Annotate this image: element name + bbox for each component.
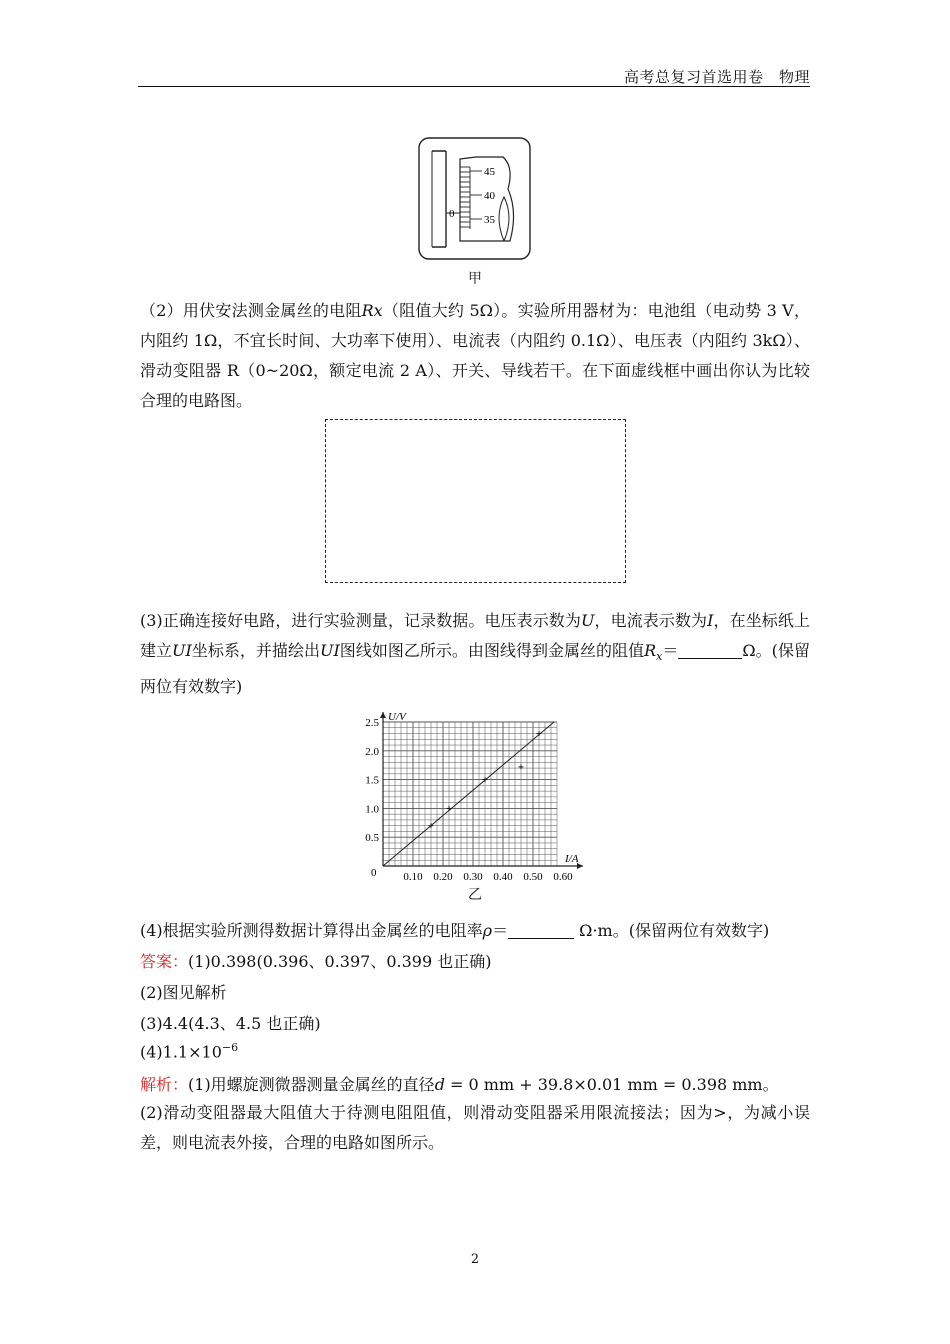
answer-4: (4)1.1×10	[140, 1042, 222, 1062]
analysis-d: d	[434, 1075, 445, 1094]
data-point	[519, 764, 524, 769]
q3-i: I	[707, 611, 714, 630]
answer-label: 答案：	[140, 952, 189, 971]
x-tick-label: 0.30	[463, 871, 483, 880]
y-tick-label: 1.0	[365, 803, 379, 816]
data-point	[447, 806, 452, 811]
header-title: 高考总复习首选用卷 物理	[623, 68, 810, 86]
answer-blank-rho[interactable]	[508, 920, 574, 939]
q4-text-1: (4)根据实验所测得数据计算得出金属丝的电阻率	[140, 921, 483, 940]
x-axis-label: I/A	[565, 853, 579, 865]
figure-caption-jia: 甲	[468, 271, 482, 287]
micrometer-anvil	[432, 151, 446, 247]
answer-1: (1)0.398(0.396、0.397、0.399 也正确)	[188, 952, 492, 971]
fit-line	[383, 722, 554, 866]
question-3	[140, 606, 810, 702]
q3-text-1: (3)正确连接好电路，进行实验测量，记录数据。电压表示数为	[140, 611, 581, 630]
q4-text-2: ＝	[492, 921, 509, 940]
ui-graph	[355, 708, 595, 880]
circuit-drawing-box	[325, 419, 626, 583]
x-tick-label: 0.20	[433, 871, 453, 880]
sleeve-zero: 0	[449, 208, 455, 220]
y-tick-label: 2.0	[365, 745, 379, 758]
x-tick-label: 0.10	[403, 871, 423, 880]
q2-rx: Rx	[361, 301, 383, 320]
y-axis-arrow	[380, 712, 386, 718]
answer-line-4	[140, 1041, 810, 1061]
q3-text-3: ，在坐标纸上建立	[140, 611, 810, 660]
chart-axes	[380, 712, 583, 869]
data-point	[537, 731, 542, 736]
q3-ui-2: UI	[319, 641, 340, 660]
origin-label: 0	[371, 867, 377, 879]
tick-label-35: 35	[484, 214, 495, 226]
y-tick-label: 1.5	[365, 774, 379, 787]
analysis-label: 解析：	[140, 1075, 189, 1094]
y-axis-label: U/V	[388, 711, 406, 723]
tick-label-40: 40	[484, 190, 495, 202]
q3-text-7: Ω。(保留两位有效数字)	[140, 641, 810, 697]
q3-r-sub: x	[656, 650, 663, 664]
answer-blank-rx[interactable]	[678, 640, 742, 659]
q3-r: R	[644, 641, 657, 660]
y-tick-label: 0.5	[365, 832, 379, 845]
q3-text-4: 坐标系，并描绘出	[191, 641, 320, 660]
answer-line-3: (3)4.4(4.3、4.5 也正确)	[140, 1014, 321, 1033]
q3-text-5: 图线如图乙所示。由图线得到金属丝的阻值	[339, 641, 645, 660]
analysis-text-2: = 0 mm + 39.8×0.01 mm = 0.398 mm。	[444, 1075, 779, 1094]
y-tick-label: 2.5	[365, 717, 379, 729]
x-tick-label: 0.50	[523, 871, 543, 880]
analysis-text-1: (1)用螺旋测微器测量金属丝的直径	[188, 1075, 435, 1094]
page-number: 2	[470, 1252, 480, 1267]
question-2	[140, 296, 810, 416]
analysis-line-1	[140, 1072, 810, 1095]
q3-text-6: ＝	[662, 641, 679, 660]
answer-line-2: (2)图见解析	[140, 983, 227, 1002]
x-tick-label: 0.60	[553, 871, 573, 880]
answer-4-exponent: −6	[221, 1041, 239, 1054]
figure-caption-yi: 乙	[468, 887, 482, 903]
q2-text-a: （2）用伏安法测金属丝的电阻	[140, 301, 362, 320]
q4-text-3: Ω·m。(保留两位有效数字)	[574, 921, 770, 940]
thimble-curve	[499, 197, 509, 241]
x-tick-label: 0.40	[493, 871, 513, 880]
analysis-paragraph-2: (2)滑动变阻器最大阻值大于待测电阻阻值，则滑动变阻器采用限流接法；因为>，为减小误差，则电流表外接，合理的电路如图所示。	[140, 1103, 810, 1152]
q3-u: U	[580, 611, 595, 630]
answer-line-1	[140, 949, 810, 972]
q4-rho: ρ	[482, 921, 493, 940]
q3-text-2: ，电流表示数为	[594, 611, 708, 630]
micrometer-figure	[418, 137, 532, 261]
q2-text-b: （阻值大约 5Ω）。实验所用器材为：电池组（电动势 3 V，内阻约 1Ω，不宜长时间、大功率下使用）、电流表（内阻约 0.1Ω）、电压表（内阻约 3kΩ）、滑动变阻器 R（0~20Ω，额定电流 2 A）、开关、导线若干。在下面虚线框中画出你认为比较合理的电路图。	[140, 301, 810, 410]
q3-ui: UI	[172, 641, 192, 660]
question-4	[140, 918, 810, 941]
thimble-scale	[460, 167, 482, 229]
tick-label-45: 45	[484, 166, 495, 178]
header-rule	[138, 86, 810, 87]
